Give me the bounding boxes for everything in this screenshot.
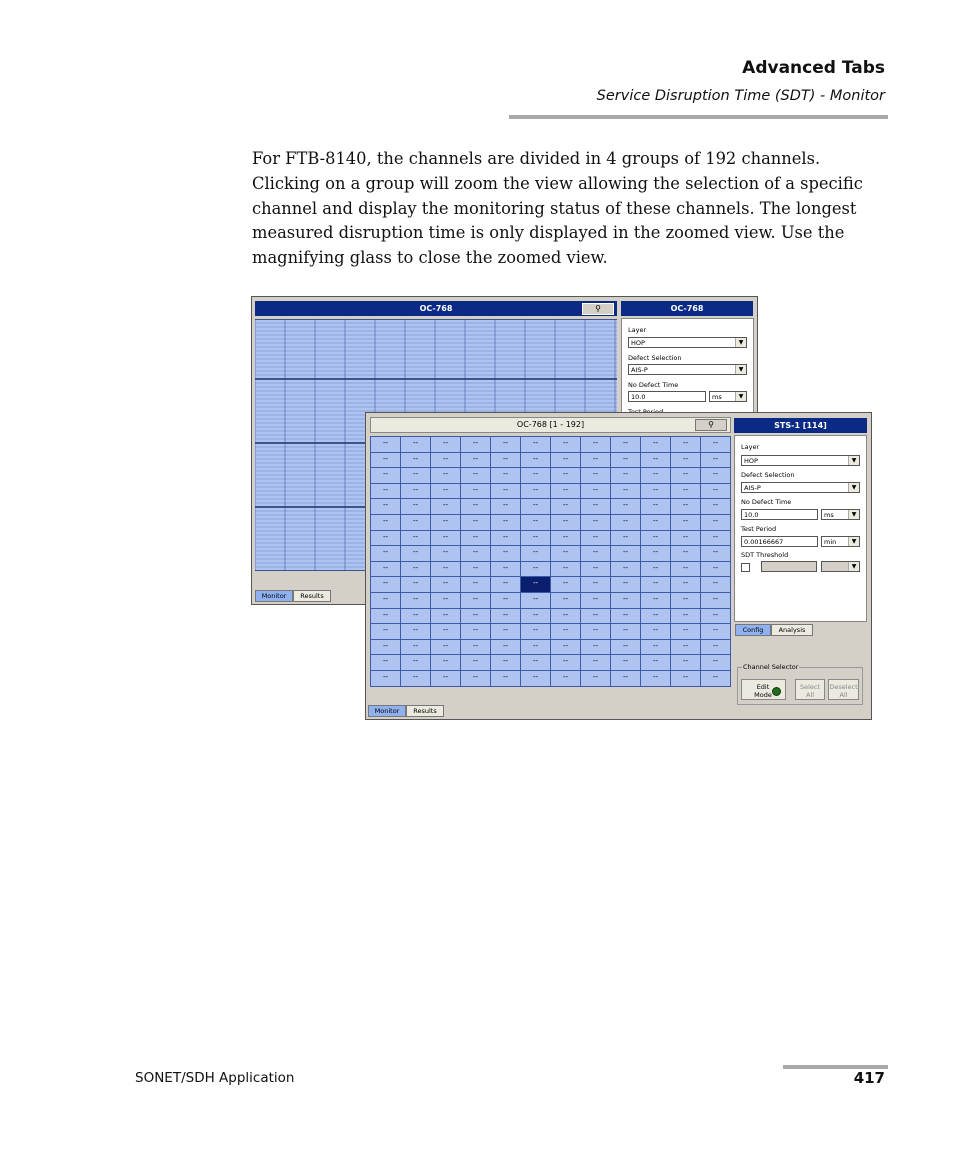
channel-cell[interactable]: -- bbox=[461, 531, 491, 547]
channel-cell[interactable]: -- bbox=[431, 437, 461, 453]
front-layer-value: HOP bbox=[744, 457, 758, 465]
channel-cell[interactable]: -- bbox=[581, 593, 611, 609]
channel-cell[interactable]: -- bbox=[521, 437, 551, 453]
back-nodefect-label: No Defect Time bbox=[628, 381, 679, 389]
channel-cell[interactable]: -- bbox=[431, 562, 461, 578]
channel-cell[interactable]: -- bbox=[401, 562, 431, 578]
channel-cell[interactable]: -- bbox=[611, 546, 641, 562]
channel-cell[interactable]: -- bbox=[521, 468, 551, 484]
channel-cell[interactable]: -- bbox=[521, 515, 551, 531]
front-tab-results[interactable]: Results bbox=[406, 705, 444, 717]
channel-cell[interactable]: -- bbox=[551, 671, 581, 687]
channel-cell[interactable]: -- bbox=[671, 593, 701, 609]
channel-cell[interactable]: -- bbox=[611, 468, 641, 484]
front-nodefect-label: No Defect Time bbox=[741, 498, 792, 506]
front-grid-title bbox=[370, 417, 731, 433]
front-panel-title: STS-1 [114] bbox=[734, 418, 867, 433]
channel-cell[interactable]: -- bbox=[701, 531, 731, 547]
front-testperiod-input[interactable] bbox=[741, 536, 818, 547]
back-grid-title bbox=[255, 301, 617, 316]
back-nodefect-unit-value: ms bbox=[712, 393, 722, 401]
channel-cell[interactable]: -- bbox=[551, 609, 581, 625]
channel-cell[interactable]: -- bbox=[491, 531, 521, 547]
channel-cell[interactable]: -- bbox=[551, 624, 581, 640]
channel-cell[interactable]: -- bbox=[701, 577, 731, 593]
channel-cell[interactable]: -- bbox=[521, 562, 551, 578]
channel-cell[interactable]: -- bbox=[671, 624, 701, 640]
channel-cell[interactable]: -- bbox=[551, 546, 581, 562]
channel-cell[interactable]: -- bbox=[641, 453, 671, 469]
channel-cell[interactable]: -- bbox=[491, 499, 521, 515]
page-number: 417 bbox=[853, 1069, 885, 1087]
channel-cell[interactable]: -- bbox=[701, 484, 731, 500]
channel-cell[interactable]: -- bbox=[581, 624, 611, 640]
channel-cell[interactable]: -- bbox=[461, 640, 491, 656]
channel-cell[interactable]: -- bbox=[431, 468, 461, 484]
channel-cell[interactable]: -- bbox=[401, 640, 431, 656]
channel-cell[interactable]: -- bbox=[371, 546, 401, 562]
channel-cell[interactable]: -- bbox=[431, 531, 461, 547]
selected-channel-cell[interactable]: -- bbox=[521, 577, 551, 593]
channel-cell[interactable]: -- bbox=[461, 437, 491, 453]
channel-cell[interactable]: -- bbox=[521, 499, 551, 515]
channel-cell[interactable]: -- bbox=[671, 437, 701, 453]
front-tab-config[interactable]: Config bbox=[735, 624, 771, 636]
channel-cell[interactable]: -- bbox=[521, 546, 551, 562]
channel-cell[interactable]: -- bbox=[641, 671, 671, 687]
channel-cell[interactable]: -- bbox=[701, 671, 731, 687]
channel-cell[interactable]: -- bbox=[611, 624, 641, 640]
channel-cell[interactable]: -- bbox=[521, 640, 551, 656]
channel-cell[interactable]: -- bbox=[491, 453, 521, 469]
channel-cell[interactable]: -- bbox=[461, 546, 491, 562]
channel-cell[interactable]: -- bbox=[461, 499, 491, 515]
channel-cell[interactable]: -- bbox=[401, 484, 431, 500]
channel-cell[interactable]: -- bbox=[671, 671, 701, 687]
channel-cell[interactable]: -- bbox=[491, 624, 521, 640]
channel-cell[interactable]: -- bbox=[701, 624, 731, 640]
section-subtitle: Service Disruption Time (SDT) - Monitor bbox=[596, 88, 885, 104]
channel-cell[interactable]: -- bbox=[641, 624, 671, 640]
channel-cell[interactable]: -- bbox=[461, 562, 491, 578]
channel-cell[interactable]: -- bbox=[551, 484, 581, 500]
channel-cell[interactable]: -- bbox=[581, 484, 611, 500]
channel-cell[interactable]: -- bbox=[641, 577, 671, 593]
channel-cell[interactable]: -- bbox=[611, 593, 641, 609]
channel-cell[interactable]: -- bbox=[671, 577, 701, 593]
channel-cell[interactable]: -- bbox=[551, 577, 581, 593]
channel-cell[interactable]: -- bbox=[641, 531, 671, 547]
channel-cell[interactable]: -- bbox=[461, 484, 491, 500]
channel-cell[interactable]: -- bbox=[371, 593, 401, 609]
channel-cell[interactable]: -- bbox=[371, 515, 401, 531]
front-layer-label: Layer bbox=[741, 443, 760, 451]
channel-cell[interactable]: -- bbox=[641, 593, 671, 609]
front-testperiod-value: 0.00166667 bbox=[744, 538, 784, 546]
section-title: Advanced Tabs bbox=[742, 58, 885, 78]
front-testperiod-unit[interactable] bbox=[821, 536, 860, 547]
channel-cell[interactable]: -- bbox=[401, 437, 431, 453]
channel-cell[interactable]: -- bbox=[401, 515, 431, 531]
channel-cell[interactable]: -- bbox=[581, 515, 611, 531]
channel-cell[interactable]: -- bbox=[521, 593, 551, 609]
channel-cell[interactable]: -- bbox=[611, 531, 641, 547]
channel-cell[interactable]: -- bbox=[551, 515, 581, 531]
channel-cell[interactable]: -- bbox=[611, 577, 641, 593]
channel-cell[interactable]: -- bbox=[671, 609, 701, 625]
channel-cell[interactable]: -- bbox=[611, 453, 641, 469]
channel-cell[interactable]: -- bbox=[551, 531, 581, 547]
channel-cell[interactable]: -- bbox=[581, 531, 611, 547]
front-zoom-button[interactable] bbox=[695, 419, 727, 431]
channel-cell[interactable]: -- bbox=[701, 655, 731, 671]
led-indicator-icon bbox=[772, 687, 781, 696]
back-defect-label: Defect Selection bbox=[628, 354, 682, 362]
channel-cell[interactable]: -- bbox=[461, 593, 491, 609]
channel-cell[interactable]: -- bbox=[371, 671, 401, 687]
front-grid-title-label: OC-768 [1 - 192] bbox=[516, 420, 585, 429]
chevron-down-icon: ▼ bbox=[848, 562, 859, 571]
channel-cell[interactable]: -- bbox=[701, 593, 731, 609]
channel-cell[interactable]: -- bbox=[401, 546, 431, 562]
front-defect-value: AIS-P bbox=[744, 484, 761, 492]
channel-cell[interactable]: -- bbox=[491, 609, 521, 625]
channel-cell[interactable]: -- bbox=[461, 671, 491, 687]
back-nodefect-unit[interactable] bbox=[709, 391, 747, 402]
back-layer-select[interactable] bbox=[628, 337, 747, 348]
channel-cell[interactable]: -- bbox=[521, 531, 551, 547]
front-channel-grid bbox=[370, 436, 731, 687]
channel-cell[interactable]: -- bbox=[431, 515, 461, 531]
channel-cell[interactable]: -- bbox=[431, 624, 461, 640]
channel-cell[interactable]: -- bbox=[671, 531, 701, 547]
channel-cell[interactable]: -- bbox=[491, 468, 521, 484]
channel-cell[interactable]: -- bbox=[611, 499, 641, 515]
front-config-panel bbox=[734, 435, 867, 622]
channel-cell[interactable]: -- bbox=[521, 624, 551, 640]
channel-cell[interactable]: -- bbox=[431, 640, 461, 656]
channel-cell[interactable]: -- bbox=[371, 484, 401, 500]
channel-cell[interactable]: -- bbox=[551, 453, 581, 469]
channel-cell[interactable]: -- bbox=[461, 609, 491, 625]
channel-cell[interactable]: -- bbox=[671, 515, 701, 531]
channel-cell[interactable]: -- bbox=[671, 640, 701, 656]
chevron-down-icon: ▼ bbox=[848, 510, 859, 519]
back-defect-value: AIS-P bbox=[631, 366, 648, 374]
channel-cell[interactable]: -- bbox=[611, 609, 641, 625]
front-window bbox=[365, 412, 872, 720]
channel-cell[interactable]: -- bbox=[701, 453, 731, 469]
channel-cell[interactable]: -- bbox=[581, 468, 611, 484]
channel-cell[interactable]: -- bbox=[581, 609, 611, 625]
channel-cell[interactable]: -- bbox=[401, 624, 431, 640]
channel-cell[interactable]: -- bbox=[701, 546, 731, 562]
back-grid-title-label: OC-768 bbox=[419, 304, 453, 313]
magnifier-icon: ⚲ bbox=[708, 420, 714, 429]
front-sdt-label: SDT Threshold bbox=[741, 551, 789, 559]
channel-cell[interactable]: -- bbox=[581, 437, 611, 453]
back-config-panel bbox=[621, 318, 754, 420]
channel-cell[interactable]: -- bbox=[641, 499, 671, 515]
channel-cell[interactable]: -- bbox=[701, 468, 731, 484]
front-testperiod-unit-value: min bbox=[824, 538, 837, 546]
channel-cell[interactable]: -- bbox=[641, 515, 671, 531]
channel-cell[interactable]: -- bbox=[461, 515, 491, 531]
channel-cell[interactable]: -- bbox=[641, 609, 671, 625]
channel-cell[interactable]: -- bbox=[401, 468, 431, 484]
channel-cell[interactable]: -- bbox=[371, 468, 401, 484]
channel-cell[interactable]: -- bbox=[401, 593, 431, 609]
edit-mode-label: Edit Mode bbox=[754, 683, 772, 699]
channel-cell[interactable]: -- bbox=[581, 671, 611, 687]
channel-selector-group bbox=[737, 663, 863, 705]
channel-cell[interactable]: -- bbox=[581, 562, 611, 578]
back-defect-select[interactable] bbox=[628, 364, 747, 375]
channel-cell[interactable]: -- bbox=[671, 453, 701, 469]
select-all-button[interactable]: Select All bbox=[795, 679, 825, 700]
front-sdt-unit[interactable] bbox=[821, 561, 860, 572]
channel-cell[interactable]: -- bbox=[641, 468, 671, 484]
channel-cell[interactable]: -- bbox=[491, 562, 521, 578]
channel-cell[interactable]: -- bbox=[401, 655, 431, 671]
chevron-down-icon: ▼ bbox=[735, 365, 746, 374]
channel-cell[interactable]: -- bbox=[611, 437, 641, 453]
channel-cell[interactable]: -- bbox=[431, 577, 461, 593]
channel-cell[interactable]: -- bbox=[491, 577, 521, 593]
channel-cell[interactable]: -- bbox=[581, 453, 611, 469]
channel-cell[interactable]: -- bbox=[521, 453, 551, 469]
channel-cell[interactable]: -- bbox=[371, 562, 401, 578]
back-nodefect-input[interactable] bbox=[628, 391, 706, 402]
channel-cell[interactable]: -- bbox=[491, 515, 521, 531]
channel-cell[interactable]: -- bbox=[641, 562, 671, 578]
channel-cell[interactable]: -- bbox=[581, 499, 611, 515]
front-testperiod-label: Test Period bbox=[741, 525, 777, 533]
channel-cell[interactable]: -- bbox=[671, 499, 701, 515]
front-defect-label: Defect Selection bbox=[741, 471, 795, 479]
channel-cell[interactable]: -- bbox=[551, 562, 581, 578]
channel-cell[interactable]: -- bbox=[671, 562, 701, 578]
channel-cell[interactable]: -- bbox=[461, 468, 491, 484]
front-nodefect-unit[interactable] bbox=[821, 509, 860, 520]
back-zoom-button[interactable] bbox=[582, 303, 614, 315]
channel-cell[interactable]: -- bbox=[461, 453, 491, 469]
channel-cell[interactable]: -- bbox=[431, 655, 461, 671]
channel-cell[interactable]: -- bbox=[701, 562, 731, 578]
channel-cell[interactable]: -- bbox=[371, 499, 401, 515]
channel-cell[interactable]: -- bbox=[551, 437, 581, 453]
channel-cell[interactable]: -- bbox=[581, 577, 611, 593]
channel-cell[interactable]: -- bbox=[521, 655, 551, 671]
front-tab-monitor[interactable]: Monitor bbox=[368, 705, 406, 717]
channel-cell[interactable]: -- bbox=[401, 499, 431, 515]
front-layer-select[interactable] bbox=[741, 455, 860, 466]
front-nodefect-input[interactable] bbox=[741, 509, 818, 520]
channel-cell[interactable]: -- bbox=[371, 655, 401, 671]
back-layer-label: Layer bbox=[628, 326, 647, 334]
deselect-all-button[interactable]: Deselect All bbox=[828, 679, 859, 700]
channel-cell[interactable]: -- bbox=[611, 484, 641, 500]
channel-cell[interactable]: -- bbox=[641, 655, 671, 671]
channel-cell[interactable]: -- bbox=[371, 453, 401, 469]
magnifier-icon: ⚲ bbox=[595, 304, 601, 313]
channel-cell[interactable]: -- bbox=[491, 655, 521, 671]
channel-cell[interactable]: -- bbox=[671, 484, 701, 500]
edit-mode-button[interactable] bbox=[741, 679, 786, 700]
channel-cell[interactable]: -- bbox=[491, 640, 521, 656]
channel-cell[interactable]: -- bbox=[611, 655, 641, 671]
channel-cell[interactable]: -- bbox=[641, 437, 671, 453]
channel-cell[interactable]: -- bbox=[431, 499, 461, 515]
chevron-down-icon: ▼ bbox=[735, 338, 746, 347]
channel-cell[interactable]: -- bbox=[401, 453, 431, 469]
channel-cell[interactable]: -- bbox=[611, 640, 641, 656]
front-nodefect-value: 10.0 bbox=[744, 511, 759, 519]
channel-cell[interactable]: -- bbox=[371, 624, 401, 640]
channel-cell[interactable]: -- bbox=[401, 531, 431, 547]
channel-cell[interactable]: -- bbox=[551, 499, 581, 515]
front-nodefect-unit-value: ms bbox=[824, 511, 834, 519]
chevron-down-icon: ▼ bbox=[848, 483, 859, 492]
channel-cell[interactable]: -- bbox=[551, 593, 581, 609]
channel-cell[interactable]: -- bbox=[491, 593, 521, 609]
channel-cell[interactable]: -- bbox=[371, 609, 401, 625]
channel-cell[interactable]: -- bbox=[611, 515, 641, 531]
back-layer-value: HOP bbox=[631, 339, 645, 347]
channel-cell[interactable]: -- bbox=[491, 546, 521, 562]
chevron-down-icon: ▼ bbox=[848, 456, 859, 465]
body-paragraph: For FTB-8140, the channels are divided in 4 groups of 192 channels. Clicking on a group will zoom the view allowing the selection of a specific channel and display the monitoring status of these channels. The longest measured disruption time is only displayed in the zoomed view. Use the magnifying glass to close the zoomed view. bbox=[252, 149, 863, 268]
channel-selector-label: Channel Selector bbox=[743, 663, 799, 671]
front-sdt-checkbox[interactable] bbox=[741, 563, 750, 572]
channel-cell[interactable]: -- bbox=[701, 640, 731, 656]
channel-cell[interactable]: -- bbox=[371, 577, 401, 593]
channel-cell[interactable]: -- bbox=[671, 468, 701, 484]
channel-cell[interactable]: -- bbox=[641, 484, 671, 500]
channel-cell[interactable]: -- bbox=[491, 484, 521, 500]
channel-cell[interactable]: -- bbox=[521, 671, 551, 687]
channel-cell[interactable]: -- bbox=[701, 515, 731, 531]
chevron-down-icon: ▼ bbox=[735, 392, 746, 401]
channel-cell[interactable]: -- bbox=[431, 671, 461, 687]
channel-cell[interactable]: -- bbox=[371, 531, 401, 547]
channel-cell[interactable]: -- bbox=[611, 671, 641, 687]
front-defect-select[interactable] bbox=[741, 482, 860, 493]
channel-cell[interactable]: -- bbox=[401, 609, 431, 625]
channel-cell[interactable]: -- bbox=[641, 640, 671, 656]
channel-cell[interactable]: -- bbox=[551, 655, 581, 671]
channel-cell[interactable]: -- bbox=[701, 437, 731, 453]
channel-cell[interactable]: -- bbox=[371, 640, 401, 656]
channel-cell[interactable]: -- bbox=[431, 609, 461, 625]
back-nodefect-value: 10.0 bbox=[631, 393, 646, 401]
channel-cell[interactable]: -- bbox=[431, 546, 461, 562]
channel-cell[interactable]: -- bbox=[671, 655, 701, 671]
back-tab-results[interactable]: Results bbox=[293, 590, 331, 602]
channel-cell[interactable]: -- bbox=[551, 640, 581, 656]
channel-cell[interactable]: -- bbox=[701, 499, 731, 515]
channel-cell[interactable]: -- bbox=[431, 453, 461, 469]
front-sdt-input[interactable] bbox=[761, 561, 817, 572]
channel-cell[interactable]: -- bbox=[461, 624, 491, 640]
channel-cell[interactable]: -- bbox=[431, 593, 461, 609]
channel-cell[interactable]: -- bbox=[581, 640, 611, 656]
channel-cell[interactable]: -- bbox=[401, 577, 431, 593]
header-divider bbox=[509, 115, 888, 119]
chevron-down-icon: ▼ bbox=[848, 537, 859, 546]
channel-cell[interactable]: -- bbox=[551, 468, 581, 484]
channel-cell[interactable]: -- bbox=[521, 609, 551, 625]
channel-cell[interactable]: -- bbox=[581, 655, 611, 671]
back-panel-title: OC-768 bbox=[621, 301, 753, 316]
channel-cell[interactable]: -- bbox=[491, 671, 521, 687]
front-tab-analysis[interactable]: Analysis bbox=[771, 624, 813, 636]
channel-cell[interactable]: -- bbox=[671, 546, 701, 562]
back-tab-monitor[interactable]: Monitor bbox=[255, 590, 293, 602]
channel-cell[interactable]: -- bbox=[641, 546, 671, 562]
channel-cell[interactable]: -- bbox=[431, 484, 461, 500]
channel-cell[interactable]: -- bbox=[461, 655, 491, 671]
footer-chapter: SONET/SDH Application bbox=[135, 1070, 295, 1086]
channel-cell[interactable]: -- bbox=[401, 671, 431, 687]
channel-cell[interactable]: -- bbox=[491, 437, 521, 453]
channel-cell[interactable]: -- bbox=[371, 437, 401, 453]
channel-cell[interactable]: -- bbox=[701, 609, 731, 625]
channel-cell[interactable]: -- bbox=[611, 562, 641, 578]
channel-cell[interactable]: -- bbox=[581, 546, 611, 562]
channel-cell[interactable]: -- bbox=[521, 484, 551, 500]
channel-cell[interactable]: -- bbox=[461, 577, 491, 593]
